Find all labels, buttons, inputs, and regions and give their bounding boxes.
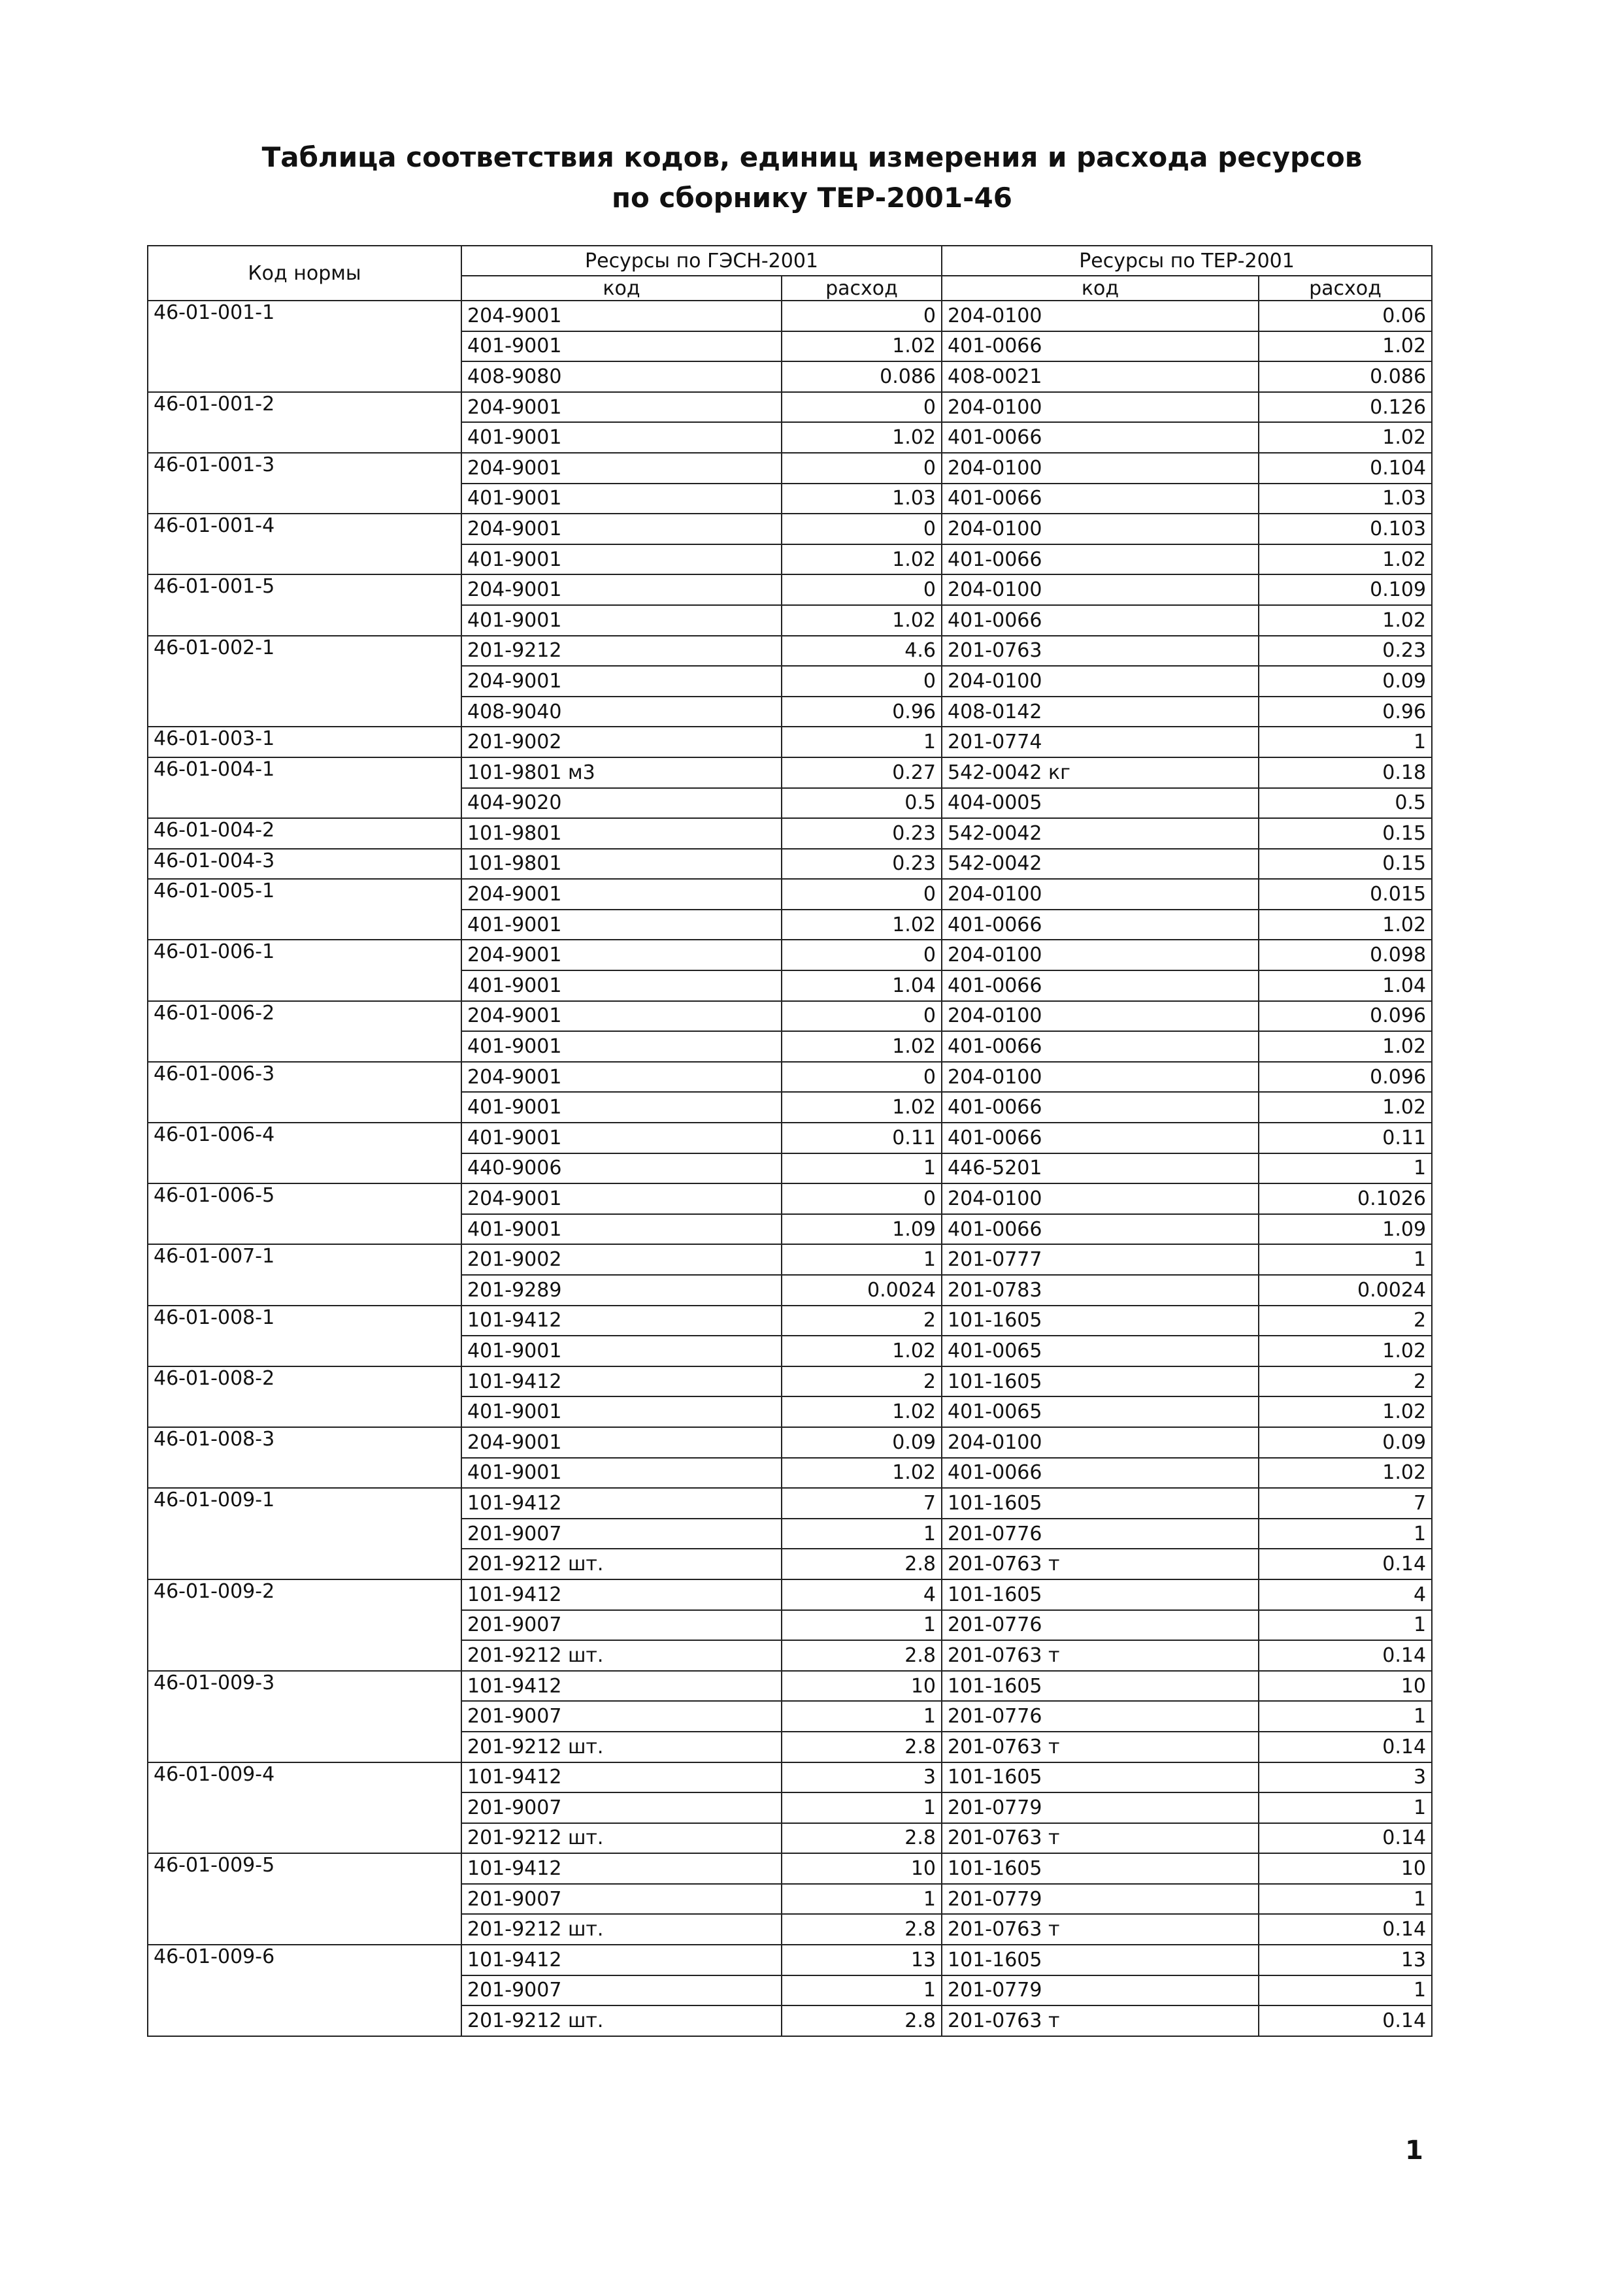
- table-row: [148, 1579, 1432, 1610]
- gesn-code-cell: 101-9412: [461, 1762, 782, 1793]
- gesn-consumption-cell: 1.02: [782, 331, 942, 362]
- ter-consumption-cell: 1.02: [1259, 422, 1432, 453]
- ter-code-cell: 101-1605: [942, 1488, 1259, 1519]
- gesn-code-cell: 101-9412: [461, 1306, 782, 1336]
- ter-code-cell: 101-1605: [942, 1366, 1259, 1397]
- ter-code-cell: 401-0066: [942, 484, 1259, 514]
- ter-consumption-cell: 1.02: [1259, 910, 1432, 940]
- norm-code-cell: 46-01-006-4: [148, 1123, 461, 1183]
- ter-consumption-cell: 0.14: [1259, 1914, 1432, 1945]
- ter-consumption-cell: 1: [1259, 1153, 1432, 1184]
- gesn-consumption-cell: 2.8: [782, 1549, 942, 1579]
- gesn-consumption-cell: 1.02: [782, 1092, 942, 1123]
- ter-code-cell: 201-0776: [942, 1519, 1259, 1549]
- gesn-code-cell: 204-9001: [461, 392, 782, 423]
- table-row: [148, 1306, 1432, 1336]
- ter-consumption-cell: 0.15: [1259, 849, 1432, 880]
- gesn-consumption-cell: 0.23: [782, 818, 942, 849]
- ter-code-cell: 204-0100: [942, 1427, 1259, 1458]
- ter-code-cell: 401-0066: [942, 1031, 1259, 1062]
- ter-code-cell: 204-0100: [942, 666, 1259, 697]
- header-norm-code: Код нормы: [148, 246, 461, 301]
- norm-code-cell: 46-01-006-3: [148, 1062, 461, 1123]
- gesn-consumption-cell: 10: [782, 1853, 942, 1884]
- ter-code-cell: 401-0066: [942, 1214, 1259, 1245]
- table-row: [148, 1853, 1432, 1884]
- ter-consumption-cell: 0.06: [1259, 301, 1432, 331]
- gesn-code-cell: 101-9412: [461, 1945, 782, 1975]
- table-row: [148, 1244, 1432, 1275]
- gesn-consumption-cell: 2: [782, 1306, 942, 1336]
- ter-code-cell: 542-0042: [942, 818, 1259, 849]
- gesn-code-cell: 201-9002: [461, 727, 782, 757]
- gesn-consumption-cell: 0: [782, 453, 942, 484]
- gesn-code-cell: 408-9080: [461, 361, 782, 392]
- norm-code-cell: 46-01-001-1: [148, 301, 461, 392]
- gesn-code-cell: 404-9020: [461, 788, 782, 819]
- ter-code-cell: 204-0100: [942, 392, 1259, 423]
- ter-code-cell: 201-0783: [942, 1275, 1259, 1306]
- norm-code-cell: 46-01-007-1: [148, 1244, 461, 1305]
- gesn-consumption-cell: 1: [782, 1884, 942, 1915]
- ter-code-cell: 204-0100: [942, 940, 1259, 970]
- ter-consumption-cell: 0.11: [1259, 1123, 1432, 1153]
- ter-consumption-cell: 0.1026: [1259, 1183, 1432, 1214]
- gesn-code-cell: 401-9001: [461, 1031, 782, 1062]
- gesn-consumption-cell: 10: [782, 1671, 942, 1702]
- gesn-consumption-cell: 0.0024: [782, 1275, 942, 1306]
- ter-code-cell: 401-0066: [942, 544, 1259, 575]
- ter-consumption-cell: 1.09: [1259, 1214, 1432, 1245]
- table-row: [148, 879, 1432, 910]
- ter-code-cell: 542-0042 кг: [942, 757, 1259, 788]
- table-row: [148, 574, 1432, 605]
- gesn-consumption-cell: 7: [782, 1488, 942, 1519]
- gesn-consumption-cell: 1.02: [782, 605, 942, 636]
- ter-code-cell: 446-5201: [942, 1153, 1259, 1184]
- ter-code-cell: 408-0142: [942, 697, 1259, 727]
- ter-consumption-cell: 1: [1259, 1701, 1432, 1732]
- gesn-code-cell: 401-9001: [461, 484, 782, 514]
- ter-code-cell: 204-0100: [942, 301, 1259, 331]
- gesn-code-cell: 201-9007: [461, 1701, 782, 1732]
- gesn-consumption-cell: 1: [782, 1701, 942, 1732]
- ter-code-cell: 401-0066: [942, 1092, 1259, 1123]
- ter-code-cell: 401-0066: [942, 422, 1259, 453]
- ter-code-cell: 204-0100: [942, 514, 1259, 544]
- ter-consumption-cell: 0.103: [1259, 514, 1432, 544]
- gesn-code-cell: 201-9007: [461, 1975, 782, 2006]
- ter-code-cell: 204-0100: [942, 574, 1259, 605]
- gesn-consumption-cell: 0: [782, 574, 942, 605]
- ter-code-cell: 201-0774: [942, 727, 1259, 757]
- gesn-code-cell: 201-9212 шт.: [461, 1914, 782, 1945]
- ter-code-cell: 201-0779: [942, 1792, 1259, 1823]
- ter-consumption-cell: 0.086: [1259, 361, 1432, 392]
- norm-code-cell: 46-01-003-1: [148, 727, 461, 757]
- header-ter-resources: Ресурсы по ТЕР-2001: [942, 246, 1432, 276]
- gesn-code-cell: 204-9001: [461, 301, 782, 331]
- gesn-consumption-cell: 2.8: [782, 1640, 942, 1671]
- ter-consumption-cell: 1.03: [1259, 484, 1432, 514]
- ter-code-cell: 201-0779: [942, 1975, 1259, 2006]
- gesn-code-cell: 204-9001: [461, 1427, 782, 1458]
- table-row: [148, 1062, 1432, 1093]
- page-title: Таблица соответствия кодов, единиц измерения и расхода ресурсов: [261, 141, 1363, 173]
- ter-code-cell: 404-0005: [942, 788, 1259, 819]
- ter-code-cell: 204-0100: [942, 1183, 1259, 1214]
- gesn-consumption-cell: 1: [782, 1975, 942, 2006]
- table-row: [148, 1427, 1432, 1458]
- ter-code-cell: 101-1605: [942, 1306, 1259, 1336]
- gesn-code-cell: 204-9001: [461, 1062, 782, 1093]
- gesn-consumption-cell: 0: [782, 514, 942, 544]
- gesn-code-cell: 201-9002: [461, 1244, 782, 1275]
- table-row: [148, 453, 1432, 484]
- norm-code-cell: 46-01-009-5: [148, 1853, 461, 1945]
- ter-code-cell: 101-1605: [942, 1853, 1259, 1884]
- gesn-consumption-cell: 1.02: [782, 422, 942, 453]
- ter-code-cell: 201-0763 т: [942, 1914, 1259, 1945]
- gesn-consumption-cell: 0: [782, 940, 942, 970]
- ter-consumption-cell: 0.14: [1259, 1549, 1432, 1579]
- gesn-consumption-cell: 1: [782, 1153, 942, 1184]
- gesn-code-cell: 401-9001: [461, 970, 782, 1001]
- ter-consumption-cell: 0.14: [1259, 1823, 1432, 1854]
- ter-consumption-cell: 1.02: [1259, 544, 1432, 575]
- gesn-code-cell: 204-9001: [461, 879, 782, 910]
- norm-code-cell: 46-01-002-1: [148, 636, 461, 727]
- gesn-code-cell: 201-9007: [461, 1519, 782, 1549]
- norm-code-cell: 46-01-008-2: [148, 1366, 461, 1427]
- gesn-consumption-cell: 1.02: [782, 910, 942, 940]
- ter-consumption-cell: 0.098: [1259, 940, 1432, 970]
- table-row: [148, 1671, 1432, 1702]
- gesn-code-cell: 401-9001: [461, 1458, 782, 1489]
- table-row: [148, 392, 1432, 423]
- norm-code-cell: 46-01-006-2: [148, 1001, 461, 1062]
- header-gesn-code: код: [461, 276, 782, 301]
- gesn-code-cell: 201-9212: [461, 636, 782, 667]
- gesn-code-cell: 401-9001: [461, 544, 782, 575]
- gesn-code-cell: 401-9001: [461, 1092, 782, 1123]
- gesn-consumption-cell: 1: [782, 1792, 942, 1823]
- ter-consumption-cell: 1.04: [1259, 970, 1432, 1001]
- norm-code-cell: 46-01-009-4: [148, 1762, 461, 1854]
- ter-code-cell: 201-0763 т: [942, 1823, 1259, 1854]
- ter-consumption-cell: 0.09: [1259, 666, 1432, 697]
- ter-code-cell: 204-0100: [942, 1062, 1259, 1093]
- norm-code-cell: 46-01-004-3: [148, 849, 461, 880]
- norm-code-cell: 46-01-009-1: [148, 1488, 461, 1579]
- table-row: [148, 1183, 1432, 1214]
- ter-consumption-cell: 0.23: [1259, 636, 1432, 667]
- norm-code-cell: 46-01-001-3: [148, 453, 461, 514]
- ter-code-cell: 401-0066: [942, 605, 1259, 636]
- ter-code-cell: 101-1605: [942, 1762, 1259, 1793]
- gesn-consumption-cell: 1: [782, 1610, 942, 1641]
- ter-code-cell: 408-0021: [942, 361, 1259, 392]
- norm-code-cell: 46-01-009-3: [148, 1671, 461, 1762]
- gesn-code-cell: 101-9412: [461, 1366, 782, 1397]
- ter-code-cell: 201-0763 т: [942, 1732, 1259, 1762]
- ter-code-cell: 542-0042: [942, 849, 1259, 880]
- gesn-consumption-cell: 1: [782, 1244, 942, 1275]
- gesn-consumption-cell: 1.09: [782, 1214, 942, 1245]
- norm-code-cell: 46-01-008-1: [148, 1306, 461, 1366]
- gesn-consumption-cell: 0: [782, 666, 942, 697]
- gesn-code-cell: 201-9007: [461, 1610, 782, 1641]
- gesn-code-cell: 401-9001: [461, 1214, 782, 1245]
- ter-consumption-cell: 0.096: [1259, 1001, 1432, 1032]
- gesn-code-cell: 401-9001: [461, 422, 782, 453]
- gesn-consumption-cell: 0: [782, 301, 942, 331]
- ter-code-cell: 204-0100: [942, 453, 1259, 484]
- norm-code-cell: 46-01-006-1: [148, 940, 461, 1000]
- ter-code-cell: 204-0100: [942, 1001, 1259, 1032]
- gesn-consumption-cell: 2.8: [782, 1732, 942, 1762]
- gesn-code-cell: 101-9801: [461, 849, 782, 880]
- gesn-consumption-cell: 0.23: [782, 849, 942, 880]
- ter-code-cell: 201-0776: [942, 1610, 1259, 1641]
- ter-code-cell: 401-0066: [942, 910, 1259, 940]
- gesn-consumption-cell: 0.086: [782, 361, 942, 392]
- gesn-consumption-cell: 3: [782, 1762, 942, 1793]
- table-row: [148, 849, 1432, 880]
- page-subtitle: по сборнику ТЕР-2001-46: [612, 182, 1012, 214]
- gesn-code-cell: 204-9001: [461, 1001, 782, 1032]
- table-row: [148, 1123, 1432, 1153]
- gesn-consumption-cell: 0: [782, 879, 942, 910]
- gesn-consumption-cell: 0.27: [782, 757, 942, 788]
- ter-consumption-cell: 2: [1259, 1366, 1432, 1397]
- gesn-code-cell: 408-9040: [461, 697, 782, 727]
- norm-code-cell: 46-01-008-3: [148, 1427, 461, 1488]
- page-number: 1: [1405, 2136, 1423, 2166]
- gesn-code-cell: 204-9001: [461, 940, 782, 970]
- gesn-consumption-cell: 1.04: [782, 970, 942, 1001]
- ter-code-cell: 101-1605: [942, 1945, 1259, 1975]
- ter-code-cell: 401-0066: [942, 1458, 1259, 1489]
- gesn-consumption-cell: 1.02: [782, 1031, 942, 1062]
- ter-consumption-cell: 1.02: [1259, 1396, 1432, 1427]
- ter-consumption-cell: 1.02: [1259, 1336, 1432, 1366]
- gesn-code-cell: 201-9212 шт.: [461, 1640, 782, 1671]
- gesn-consumption-cell: 2: [782, 1366, 942, 1397]
- gesn-consumption-cell: 0: [782, 392, 942, 423]
- norm-code-cell: 46-01-005-1: [148, 879, 461, 940]
- table-body: [148, 301, 1432, 2036]
- gesn-code-cell: 201-9289: [461, 1275, 782, 1306]
- ter-consumption-cell: 1: [1259, 1610, 1432, 1641]
- ter-code-cell: 204-0100: [942, 879, 1259, 910]
- ter-consumption-cell: 0.109: [1259, 574, 1432, 605]
- gesn-code-cell: 201-9007: [461, 1884, 782, 1915]
- gesn-code-cell: 204-9001: [461, 1183, 782, 1214]
- gesn-consumption-cell: 0.96: [782, 697, 942, 727]
- ter-consumption-cell: 0.96: [1259, 697, 1432, 727]
- ter-consumption-cell: 1.02: [1259, 1031, 1432, 1062]
- ter-consumption-cell: 0.14: [1259, 2005, 1432, 2036]
- norm-code-cell: 46-01-009-2: [148, 1579, 461, 1671]
- table-row: [148, 1488, 1432, 1519]
- ter-code-cell: 101-1605: [942, 1671, 1259, 1702]
- gesn-code-cell: 101-9801: [461, 818, 782, 849]
- table-row: [148, 757, 1432, 788]
- gesn-consumption-cell: 0: [782, 1183, 942, 1214]
- ter-consumption-cell: 4: [1259, 1579, 1432, 1610]
- table-row: [148, 1945, 1432, 1975]
- gesn-code-cell: 201-9007: [461, 1792, 782, 1823]
- norm-code-cell: 46-01-001-2: [148, 392, 461, 453]
- norm-code-cell: 46-01-004-1: [148, 757, 461, 818]
- gesn-code-cell: 204-9001: [461, 574, 782, 605]
- table-row: [148, 727, 1432, 757]
- gesn-consumption-cell: 1.03: [782, 484, 942, 514]
- gesn-consumption-cell: 0: [782, 1062, 942, 1093]
- norm-code-cell: 46-01-001-4: [148, 514, 461, 574]
- ter-code-cell: 101-1605: [942, 1579, 1259, 1610]
- ter-consumption-cell: 1: [1259, 1792, 1432, 1823]
- ter-consumption-cell: 1: [1259, 1519, 1432, 1549]
- ter-code-cell: 201-0776: [942, 1701, 1259, 1732]
- gesn-code-cell: 101-9412: [461, 1671, 782, 1702]
- gesn-code-cell: 201-9212 шт.: [461, 1549, 782, 1579]
- norm-code-cell: 46-01-009-6: [148, 1945, 461, 2036]
- gesn-consumption-cell: 1.02: [782, 544, 942, 575]
- ter-code-cell: 401-0066: [942, 970, 1259, 1001]
- gesn-consumption-cell: 1: [782, 1519, 942, 1549]
- ter-code-cell: 201-0763: [942, 636, 1259, 667]
- resources-table: [147, 245, 1433, 2037]
- gesn-code-cell: 401-9001: [461, 1123, 782, 1153]
- ter-code-cell: 201-0763 т: [942, 1640, 1259, 1671]
- gesn-code-cell: 204-9001: [461, 453, 782, 484]
- ter-consumption-cell: 0.14: [1259, 1640, 1432, 1671]
- gesn-code-cell: 401-9001: [461, 1396, 782, 1427]
- ter-consumption-cell: 0.104: [1259, 453, 1432, 484]
- ter-consumption-cell: 0.14: [1259, 1732, 1432, 1762]
- gesn-code-cell: 204-9001: [461, 666, 782, 697]
- gesn-code-cell: 204-9001: [461, 514, 782, 544]
- ter-code-cell: 201-0777: [942, 1244, 1259, 1275]
- gesn-consumption-cell: 0: [782, 1001, 942, 1032]
- gesn-consumption-cell: 1.02: [782, 1336, 942, 1366]
- table-row: [148, 1762, 1432, 1793]
- gesn-consumption-cell: 1.02: [782, 1396, 942, 1427]
- ter-consumption-cell: 0.015: [1259, 879, 1432, 910]
- table-row: [148, 301, 1432, 331]
- gesn-consumption-cell: 13: [782, 1945, 942, 1975]
- gesn-consumption-cell: 4.6: [782, 636, 942, 667]
- ter-consumption-cell: 10: [1259, 1671, 1432, 1702]
- gesn-code-cell: 101-9412: [461, 1579, 782, 1610]
- ter-code-cell: 401-0066: [942, 331, 1259, 362]
- gesn-consumption-cell: 0.5: [782, 788, 942, 819]
- ter-code-cell: 201-0763 т: [942, 2005, 1259, 2036]
- header-ter-code: код: [942, 276, 1259, 301]
- norm-code-cell: 46-01-006-5: [148, 1183, 461, 1244]
- norm-code-cell: 46-01-004-2: [148, 818, 461, 849]
- ter-consumption-cell: 7: [1259, 1488, 1432, 1519]
- ter-consumption-cell: 0.0024: [1259, 1275, 1432, 1306]
- gesn-consumption-cell: 2.8: [782, 2005, 942, 2036]
- ter-code-cell: 401-0065: [942, 1396, 1259, 1427]
- ter-consumption-cell: 1: [1259, 727, 1432, 757]
- table-row: [148, 1001, 1432, 1032]
- ter-consumption-cell: 2: [1259, 1306, 1432, 1336]
- ter-consumption-cell: 0.18: [1259, 757, 1432, 788]
- gesn-code-cell: 201-9212 шт.: [461, 2005, 782, 2036]
- header-ter-consumption: расход: [1259, 276, 1432, 301]
- table-row: [148, 940, 1432, 970]
- table-row: [148, 636, 1432, 667]
- ter-consumption-cell: 0.5: [1259, 788, 1432, 819]
- ter-code-cell: 401-0066: [942, 1123, 1259, 1153]
- ter-consumption-cell: 1.02: [1259, 1092, 1432, 1123]
- header-gesn-consumption: расход: [782, 276, 942, 301]
- table-row: [148, 1366, 1432, 1397]
- gesn-consumption-cell: 2.8: [782, 1823, 942, 1854]
- norm-code-cell: 46-01-001-5: [148, 574, 461, 635]
- gesn-consumption-cell: 1: [782, 727, 942, 757]
- gesn-consumption-cell: 0.11: [782, 1123, 942, 1153]
- gesn-code-cell: 201-9212 шт.: [461, 1823, 782, 1854]
- gesn-consumption-cell: 0.09: [782, 1427, 942, 1458]
- gesn-code-cell: 401-9001: [461, 331, 782, 362]
- ter-consumption-cell: 1: [1259, 1244, 1432, 1275]
- ter-consumption-cell: 0.096: [1259, 1062, 1432, 1093]
- gesn-code-cell: 101-9412: [461, 1488, 782, 1519]
- gesn-code-cell: 401-9001: [461, 910, 782, 940]
- ter-consumption-cell: 0.15: [1259, 818, 1432, 849]
- gesn-consumption-cell: 4: [782, 1579, 942, 1610]
- gesn-code-cell: 101-9801 м3: [461, 757, 782, 788]
- gesn-code-cell: 101-9412: [461, 1853, 782, 1884]
- ter-code-cell: 201-0763 т: [942, 1549, 1259, 1579]
- gesn-code-cell: 401-9001: [461, 1336, 782, 1366]
- table-row: [148, 818, 1432, 849]
- ter-consumption-cell: 10: [1259, 1853, 1432, 1884]
- header-gesn-resources: Ресурсы по ГЭСН-2001: [461, 246, 942, 276]
- ter-consumption-cell: 1: [1259, 1884, 1432, 1915]
- table-row: [148, 514, 1432, 544]
- ter-consumption-cell: 1.02: [1259, 605, 1432, 636]
- ter-code-cell: 201-0779: [942, 1884, 1259, 1915]
- table-header: [148, 246, 1432, 301]
- ter-code-cell: 401-0065: [942, 1336, 1259, 1366]
- gesn-code-cell: 401-9001: [461, 605, 782, 636]
- ter-consumption-cell: 1.02: [1259, 1458, 1432, 1489]
- ter-consumption-cell: 0.126: [1259, 392, 1432, 423]
- gesn-code-cell: 440-9006: [461, 1153, 782, 1184]
- ter-consumption-cell: 1: [1259, 1975, 1432, 2006]
- ter-consumption-cell: 13: [1259, 1945, 1432, 1975]
- gesn-consumption-cell: 2.8: [782, 1914, 942, 1945]
- ter-consumption-cell: 3: [1259, 1762, 1432, 1793]
- ter-consumption-cell: 0.09: [1259, 1427, 1432, 1458]
- ter-consumption-cell: 1.02: [1259, 331, 1432, 362]
- gesn-code-cell: 201-9212 шт.: [461, 1732, 782, 1762]
- gesn-consumption-cell: 1.02: [782, 1458, 942, 1489]
